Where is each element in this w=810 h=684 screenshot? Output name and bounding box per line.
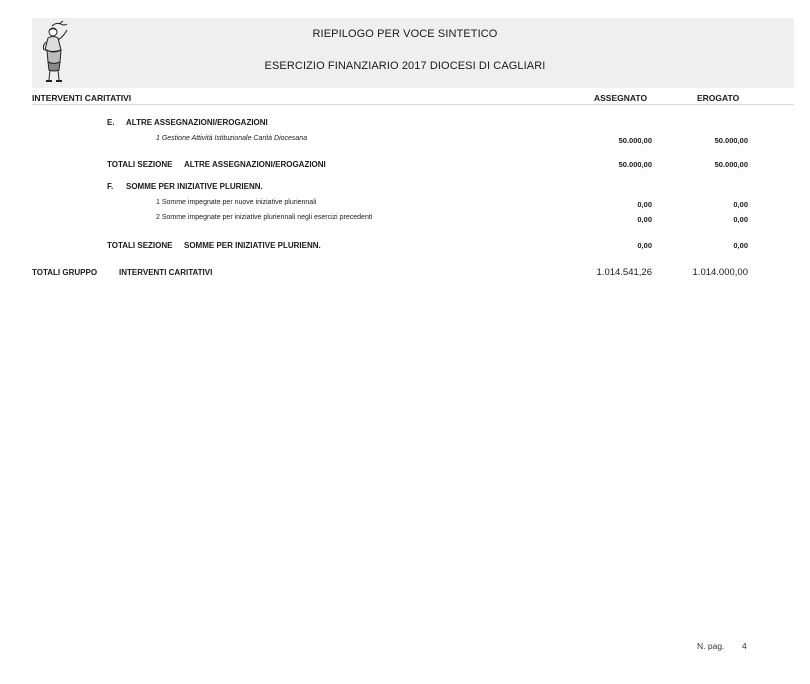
group-label: INTERVENTI CARITATIVI bbox=[32, 93, 132, 103]
section-total-assigned: 0,00 bbox=[637, 241, 652, 250]
group-total-assigned: 1.014.541,26 bbox=[596, 267, 652, 278]
list-item-label: 1 Somme impegnate per nuove iniziative pluriennali bbox=[156, 199, 317, 206]
group-total-label: TOTALI GRUPPO bbox=[32, 268, 98, 277]
section-total-label: TOTALI SEZIONE bbox=[107, 160, 173, 169]
list-item-disbursed: 0,00 bbox=[733, 215, 748, 224]
page-subtitle: ESERCIZIO FINANZIARIO 2017 DIOCESI DI CAGLIARI bbox=[264, 60, 546, 72]
disbursed-column-header: EROGATO bbox=[697, 93, 740, 103]
list-item-disbursed: 0,00 bbox=[733, 200, 748, 209]
section-total-disbursed: 50.000,00 bbox=[714, 160, 748, 169]
list-item-label: 2 Somme impegnate per iniziative pluriennali negli esercizi precedenti bbox=[156, 214, 373, 221]
section-code: E. bbox=[107, 118, 115, 127]
page-number: 4 bbox=[742, 641, 747, 651]
group-total-disbursed: 1.014.000,00 bbox=[692, 267, 748, 278]
section-title: SOMME PER INIZIATIVE PLURIENN. bbox=[126, 182, 263, 191]
list-item-assigned: 50.000,00 bbox=[618, 136, 652, 145]
section-total-assigned: 50.000,00 bbox=[618, 160, 652, 169]
list-item-assigned: 0,00 bbox=[637, 200, 652, 209]
page-number-label: N. pag. bbox=[697, 641, 725, 651]
section-title: ALTRE ASSEGNAZIONI/EROGAZIONI bbox=[126, 118, 268, 127]
list-item-assigned: 0,00 bbox=[637, 215, 652, 224]
section-code: F. bbox=[107, 182, 114, 191]
section-total-title: ALTRE ASSEGNAZIONI/EROGAZIONI bbox=[184, 160, 326, 169]
section-total-disbursed: 0,00 bbox=[733, 241, 748, 250]
page-title: RIEPILOGO PER VOCE SINTETICO bbox=[312, 28, 498, 40]
group-total-title: INTERVENTI CARITATIVI bbox=[119, 268, 213, 277]
assigned-column-header: ASSEGNATO bbox=[594, 93, 648, 103]
section-total-title: SOMME PER INIZIATIVE PLURIENN. bbox=[184, 241, 321, 250]
list-item-disbursed: 50.000,00 bbox=[714, 136, 748, 145]
section-total-label: TOTALI SEZIONE bbox=[107, 241, 173, 250]
list-item-label: 1 Gestione Attività Istituzionale Carità Diocesana bbox=[156, 135, 308, 142]
header-divider bbox=[32, 104, 794, 105]
